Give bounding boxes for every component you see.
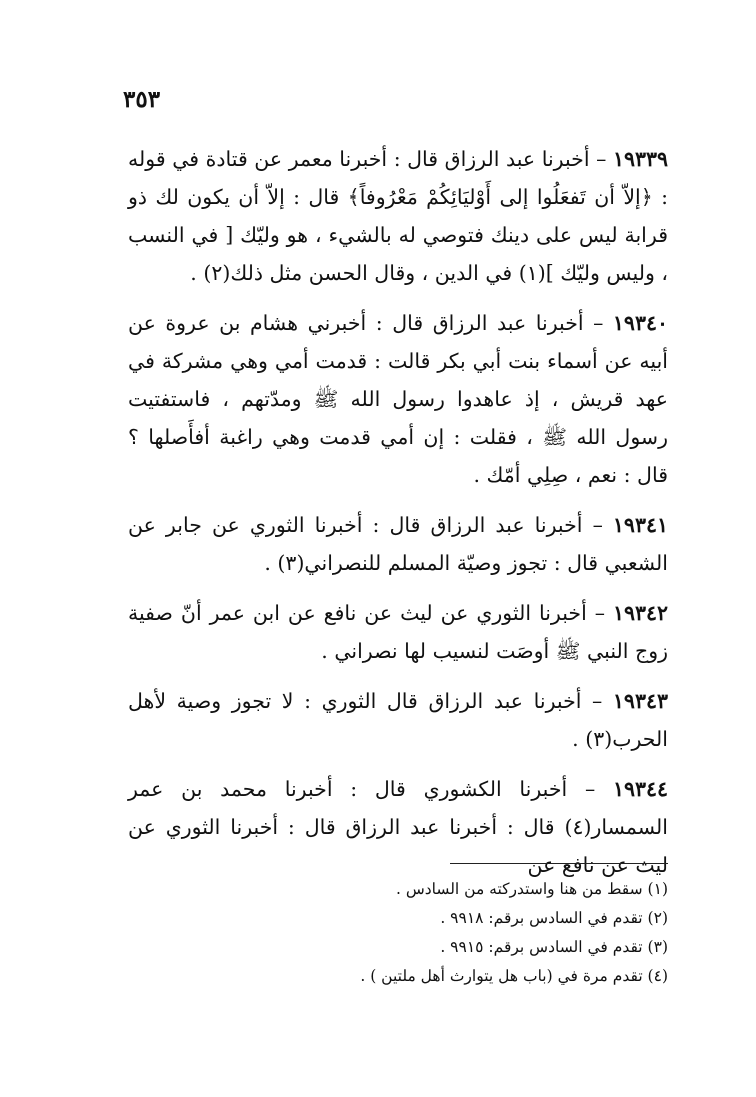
footnote-2: (٢) تقدم في السادس برقم: ٩٩١٨ . — [440, 909, 668, 927]
entry-number: ١٩٣٤٣ — [612, 689, 668, 713]
footnote-3: (٣) تقدم في السادس برقم: ٩٩١٥ . — [440, 938, 668, 956]
entry-dash: – — [589, 147, 613, 171]
entry-dash: – — [581, 689, 613, 713]
page-number: ٣٥٣ — [123, 86, 161, 113]
entry-text: أخبرنا الكشوري قال : أخبرنا محمد بن عمر السمسار(٤) قال : أخبرنا عبد الرزاق قال : أخبرنا الثوري عن ليث عن نافع عن — [128, 777, 668, 877]
hadith-entry-19342 — [128, 594, 668, 670]
entry-number: ١٩٣٤١ — [612, 513, 668, 537]
footnote-divider — [450, 863, 668, 864]
entry-number: ١٩٣٤٤ — [612, 777, 668, 801]
hadith-entry-19339 — [128, 140, 668, 292]
entry-number: ١٩٣٤٠ — [612, 311, 668, 335]
hadith-entry-19344 — [128, 770, 668, 884]
entry-dash: – — [583, 311, 613, 335]
entry-number: ١٩٣٤٢ — [612, 601, 668, 625]
entry-text: أخبرنا عبد الرزاق قال : أخبرنا معمر عن قتادة في قوله : ﴿إلاّ أن تَفعَلُوا إلى أَوْليَائِكُمْ مَعْرُوفاً﴾ قال : إلاّ أن يكون لك ذو قرابة ليس على دينك فتوصي له بالشيء ، هو وليّك [ في النسب ، وليس وليّك ](١) في الدين ، وقال الحسن مثل ذلك(٢) . — [128, 147, 668, 285]
entry-dash: – — [586, 601, 613, 625]
hadith-entry-19343 — [128, 682, 668, 758]
entry-number: ١٩٣٣٩ — [612, 147, 668, 171]
entry-dash: – — [582, 513, 613, 537]
main-text — [128, 140, 668, 896]
hadith-entry-19340 — [128, 304, 668, 494]
entry-text: أخبرنا عبد الرزاق قال : أخبرني هشام بن عروة عن أبيه عن أسماء بنت أبي بكر قالت : قدمت أمي وهي مشركة في عهد قريش ، إذ عاهدوا رسول الله ﷺ ومدّتهم ، فاستفتيت رسول الله ﷺ ، فقلت : إن أمي قدمت وهي راغبة أفأَصلها ؟ قال : نعم ، صِلِي أمّك . — [128, 311, 668, 487]
entry-dash: – — [567, 777, 613, 801]
entry-text: أخبرنا عبد الرزاق قال : أخبرنا الثوري عن جابر عن الشعبي قال : تجوز وصيّة المسلم للنصراني(٣) . — [128, 513, 668, 575]
entry-text: أخبرنا عبد الرزاق قال الثوري : لا تجوز وصية لأهل الحرب(٣) . — [128, 689, 668, 751]
footnote-4: (٤) تقدم مرة في (باب هل يتوارث أهل ملتين ) . — [360, 967, 668, 985]
footnote-1: (١) سقط من هنا واستدركته من السادس . — [395, 880, 668, 898]
entry-text: أخبرنا الثوري عن ليث عن نافع عن ابن عمر أنّ صفية زوج النبي ﷺ أوصَت لنسيب لها نصراني . — [128, 601, 668, 663]
footnotes — [128, 875, 668, 991]
hadith-entry-19341 — [128, 506, 668, 582]
